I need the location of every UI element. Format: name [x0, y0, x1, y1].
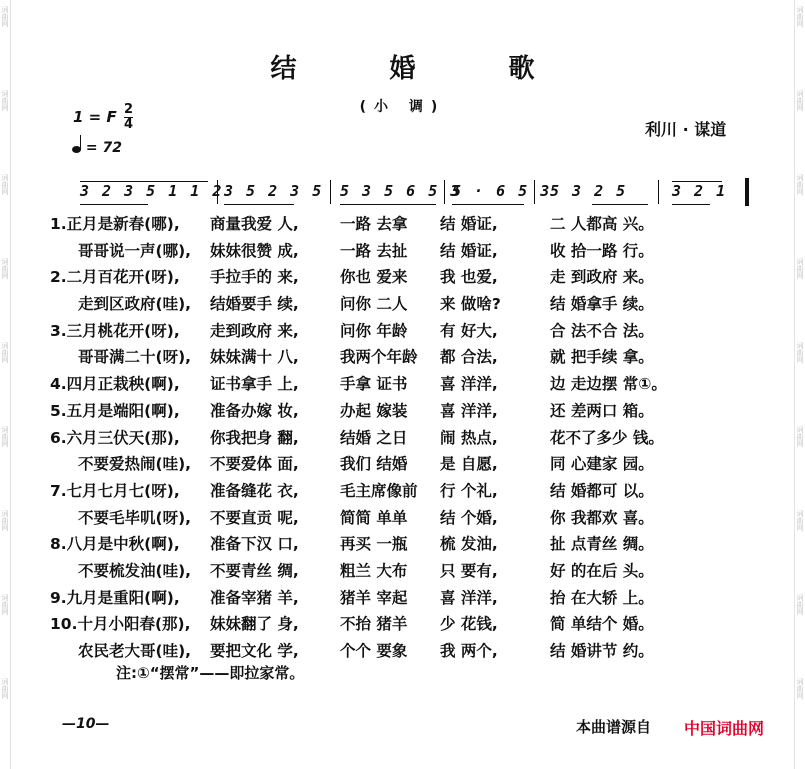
- lyric-phrase: 边 走边摆 常①。: [550, 375, 667, 394]
- lyric-phrase: 一路 去扯: [340, 241, 408, 260]
- lyric-phrase: 简简 单单: [340, 508, 408, 527]
- measure-4: 5 · 6 5 3: [452, 182, 552, 200]
- lyric-phrase: 一路 去拿: [340, 215, 408, 233]
- lyric-phrase: 收 拾一路 行。: [550, 241, 654, 260]
- lyric-phrase: 喜 洋洋,: [440, 588, 498, 607]
- lyric-phrase: 结 婚证,: [440, 241, 498, 260]
- lyric-phrase: 哥哥说一声(哪),: [78, 241, 192, 260]
- lyric-phrase: 都 合法,: [440, 348, 498, 367]
- lyric-phrase: 1.正月是新春(哪),: [50, 215, 180, 233]
- bar-line: [658, 180, 659, 204]
- lyric-phrase: 2.二月百花开(呀),: [50, 268, 180, 287]
- page-number: —10—: [62, 716, 110, 732]
- watermark-label: 词曲网: [796, 342, 804, 363]
- lyric-phrase: 喜 洋洋,: [440, 401, 498, 420]
- beam-line: [672, 204, 710, 205]
- lyric-phrase: 妹妹很赞 成,: [210, 241, 299, 260]
- lyric-phrase: 不要直贡 呢,: [210, 508, 299, 527]
- watermark-text: [0, 678, 10, 699]
- measure-6: 3 2 1: [672, 182, 728, 200]
- lyric-phrase: 准备宰猪 羊,: [210, 588, 299, 607]
- watermark-label: 词曲网: [1, 6, 9, 27]
- lyric-phrase: 10.十月小阳春(那),: [50, 615, 191, 634]
- watermark-text: [0, 594, 10, 615]
- lyric-phrase: 扯 点青丝 绸。: [550, 535, 654, 554]
- quarter-note-icon: [72, 146, 81, 153]
- time-numerator: 2: [123, 102, 133, 117]
- beam-line: [340, 204, 436, 205]
- lyric-phrase: 你 我都欢 喜。: [550, 508, 654, 527]
- watermark-label: 词曲网: [1, 174, 9, 195]
- lyric-phrase: 不抬 猪羊: [340, 615, 408, 634]
- lyric-phrase: 结婚 之日: [340, 428, 408, 447]
- lyric-phrase: 问你 年龄: [340, 321, 408, 340]
- watermark-text: [795, 342, 805, 363]
- watermark-label: 词曲网: [796, 510, 804, 531]
- lyric-phrase: 我两个年龄: [340, 348, 418, 367]
- bar-line: [330, 180, 331, 204]
- watermark-text: [795, 678, 805, 699]
- measure-2: 3 5 2 3 5: [224, 182, 324, 200]
- measure-1: 3 2 3 5 1 1 2: [80, 182, 224, 200]
- lyric-phrase: 3.三月桃花开(呀),: [50, 321, 180, 340]
- lyric-phrase: 个个 要象: [340, 642, 408, 660]
- lyric-phrase: 还 差两口 箱。: [550, 401, 654, 420]
- watermark-text: [795, 426, 805, 447]
- page-title: 结 婚 歌: [270, 54, 577, 84]
- time-denominator: 4: [123, 117, 133, 132]
- lyric-phrase: 花不了多少 钱。: [550, 428, 664, 447]
- lyric-phrase: 我 两个,: [440, 642, 498, 660]
- lyric-phrase: 准备下汉 口,: [210, 535, 299, 554]
- lyric-phrase: 抬 在大轿 上。: [550, 588, 654, 607]
- watermark-label: 词曲网: [796, 90, 804, 111]
- watermark-text: [795, 258, 805, 279]
- lyric-phrase: 毛主席像前: [340, 481, 418, 500]
- lyric-phrase: 少 花钱,: [440, 615, 498, 634]
- lyric-phrase: 妹妹满十 八,: [210, 348, 299, 367]
- watermark-label: 词曲网: [1, 426, 9, 447]
- lyric-phrase: 行 个礼,: [440, 481, 498, 500]
- key-prefix: 1 = F: [73, 108, 117, 126]
- beam-line: [592, 204, 648, 205]
- watermark-label: 词曲网: [1, 90, 9, 111]
- lyric-phrase: 结 婚证,: [440, 215, 498, 233]
- beam-line: [80, 181, 208, 182]
- watermark-label: 词曲网: [796, 174, 804, 195]
- site-name[interactable]: 中国词曲网: [684, 719, 765, 738]
- lyric-phrase: 你也 爱来: [340, 268, 408, 287]
- lyric-phrase: 再买 一瓶: [340, 535, 408, 554]
- watermark-text: [0, 426, 10, 447]
- beam-line: [80, 204, 148, 205]
- footnote: 注:①“摆常”——即拉家常。: [116, 664, 305, 682]
- watermark-text: [795, 594, 805, 615]
- watermark-text: [0, 6, 10, 27]
- song-origin: 利川 · 谋道: [645, 120, 727, 139]
- lyric-phrase: 办起 嫁装: [340, 401, 408, 420]
- lyric-phrase: 我 也爱,: [440, 268, 498, 287]
- lyric-phrase: 8.八月是中秋(啊),: [50, 535, 180, 554]
- source-label: 本曲谱源自: [576, 718, 652, 736]
- watermark-label: 词曲网: [1, 342, 9, 363]
- watermark-label: 词曲网: [796, 678, 804, 699]
- final-bar-line: [745, 178, 749, 206]
- lyric-phrase: 粗兰 大布: [340, 561, 408, 580]
- lyric-phrase: 走 到政府 来。: [550, 268, 654, 287]
- tempo-value: = 72: [85, 140, 122, 156]
- lyric-phrase: 同 心建家 园。: [550, 455, 654, 474]
- lyric-phrase: 4.四月正栽秧(啊),: [50, 375, 180, 394]
- lyric-phrase: 结 婚拿手 续。: [550, 295, 654, 314]
- lyric-phrase: 要把文化 学,: [210, 642, 299, 660]
- watermark-label: 词曲网: [796, 258, 804, 279]
- lyric-phrase: 来 做啥?: [440, 295, 501, 314]
- lyric-phrase: 结 个婚,: [440, 508, 498, 527]
- jianpu-notation: [72, 178, 755, 206]
- lyric-phrase: 结 婚讲节 约。: [550, 642, 654, 660]
- lyric-phrase: 闹 热点,: [440, 428, 498, 447]
- watermark-label: 词曲网: [1, 510, 9, 531]
- lyric-phrase: 结婚要手 续,: [210, 295, 299, 314]
- lyric-phrase: 就 把手续 拿。: [550, 348, 654, 367]
- lyric-phrase: 7.七月七月七(呀),: [50, 481, 180, 500]
- lyric-phrase: 好 的在后 头。: [550, 561, 654, 580]
- lyric-phrase: 手拿 证书: [340, 375, 408, 394]
- lyric-phrase: 猪羊 宰起: [340, 588, 408, 607]
- song-subtitle: (小 调): [359, 99, 446, 115]
- lyric-phrase: 证书拿手 上,: [210, 375, 299, 394]
- lyric-phrase: 是 自愿,: [440, 455, 498, 474]
- lyric-phrase: 妹妹翻了 身,: [210, 615, 299, 634]
- watermark-label: 词曲网: [1, 678, 9, 699]
- bar-line: [444, 180, 445, 204]
- lyric-phrase: 不要青丝 绸,: [210, 561, 299, 580]
- lyric-phrase: 走到区政府(哇),: [78, 295, 192, 314]
- watermark-text: [0, 510, 10, 531]
- lyric-phrase: 不要梳发油(哇),: [78, 561, 192, 580]
- lyric-phrase: 我们 结婚: [340, 455, 408, 474]
- bar-line: [534, 180, 535, 204]
- measure-5: 5 3 2 5: [550, 182, 628, 200]
- lyric-phrase: 哥哥满二十(呀),: [78, 348, 192, 367]
- beam-line: [452, 204, 524, 205]
- lyric-phrase: 合 法不合 法。: [550, 321, 654, 340]
- watermark-text: [795, 6, 805, 27]
- watermark-text: [0, 342, 10, 363]
- watermark-text: [795, 174, 805, 195]
- watermark-text: [0, 258, 10, 279]
- watermark-label: 词曲网: [1, 258, 9, 279]
- watermark-label: 词曲网: [1, 594, 9, 615]
- watermark-label: 词曲网: [796, 426, 804, 447]
- lyric-phrase: 手拉手的 来,: [210, 268, 299, 287]
- beam-line: [224, 204, 294, 205]
- watermark-text: [0, 174, 10, 195]
- lyric-phrase: 不要毛毕叽(呀),: [78, 508, 192, 527]
- lyric-phrase: 9.九月是重阳(啊),: [50, 588, 180, 607]
- lyric-phrase: 结 婚都可 以。: [550, 481, 654, 500]
- lyric-phrase: 不要爱热闹(哇),: [78, 455, 192, 474]
- key-signature: [73, 103, 133, 132]
- lyric-phrase: 准备办嫁 妆,: [210, 401, 299, 420]
- lyric-phrase: 只 要有,: [440, 561, 498, 580]
- tempo-marking: [72, 140, 122, 156]
- bar-line: [217, 180, 218, 204]
- time-signature: [124, 103, 133, 132]
- lyric-phrase: 不要爱体 面,: [210, 455, 299, 474]
- lyric-phrase: 梳 发油,: [440, 535, 498, 554]
- lyric-phrase: 走到政府 来,: [210, 321, 299, 340]
- watermark-label: 词曲网: [796, 594, 804, 615]
- lyric-phrase: 有 好大,: [440, 321, 498, 340]
- watermark-label: 词曲网: [796, 6, 804, 27]
- lyric-phrase: 简 单结个 婚。: [550, 615, 654, 634]
- lyric-phrase: 喜 洋洋,: [440, 375, 498, 394]
- tie-line: [672, 181, 722, 182]
- lyric-phrase: 问你 二人: [340, 295, 408, 314]
- lyric-phrase: 二 人都高 兴。: [550, 215, 654, 233]
- lyric-phrase: 准备缝花 衣,: [210, 481, 299, 500]
- lyric-phrase: 农民老大哥(哇),: [78, 642, 192, 660]
- lyric-phrase: 商量我爱 人,: [210, 215, 299, 233]
- lyric-phrase: 6.六月三伏天(那),: [50, 428, 180, 447]
- lyric-phrase: 5.五月是端阳(啊),: [50, 401, 180, 420]
- measure-3: 5 3 5 6 5 3: [340, 182, 462, 200]
- lyric-phrase: 你我把身 翻,: [210, 428, 299, 447]
- watermark-text: [795, 510, 805, 531]
